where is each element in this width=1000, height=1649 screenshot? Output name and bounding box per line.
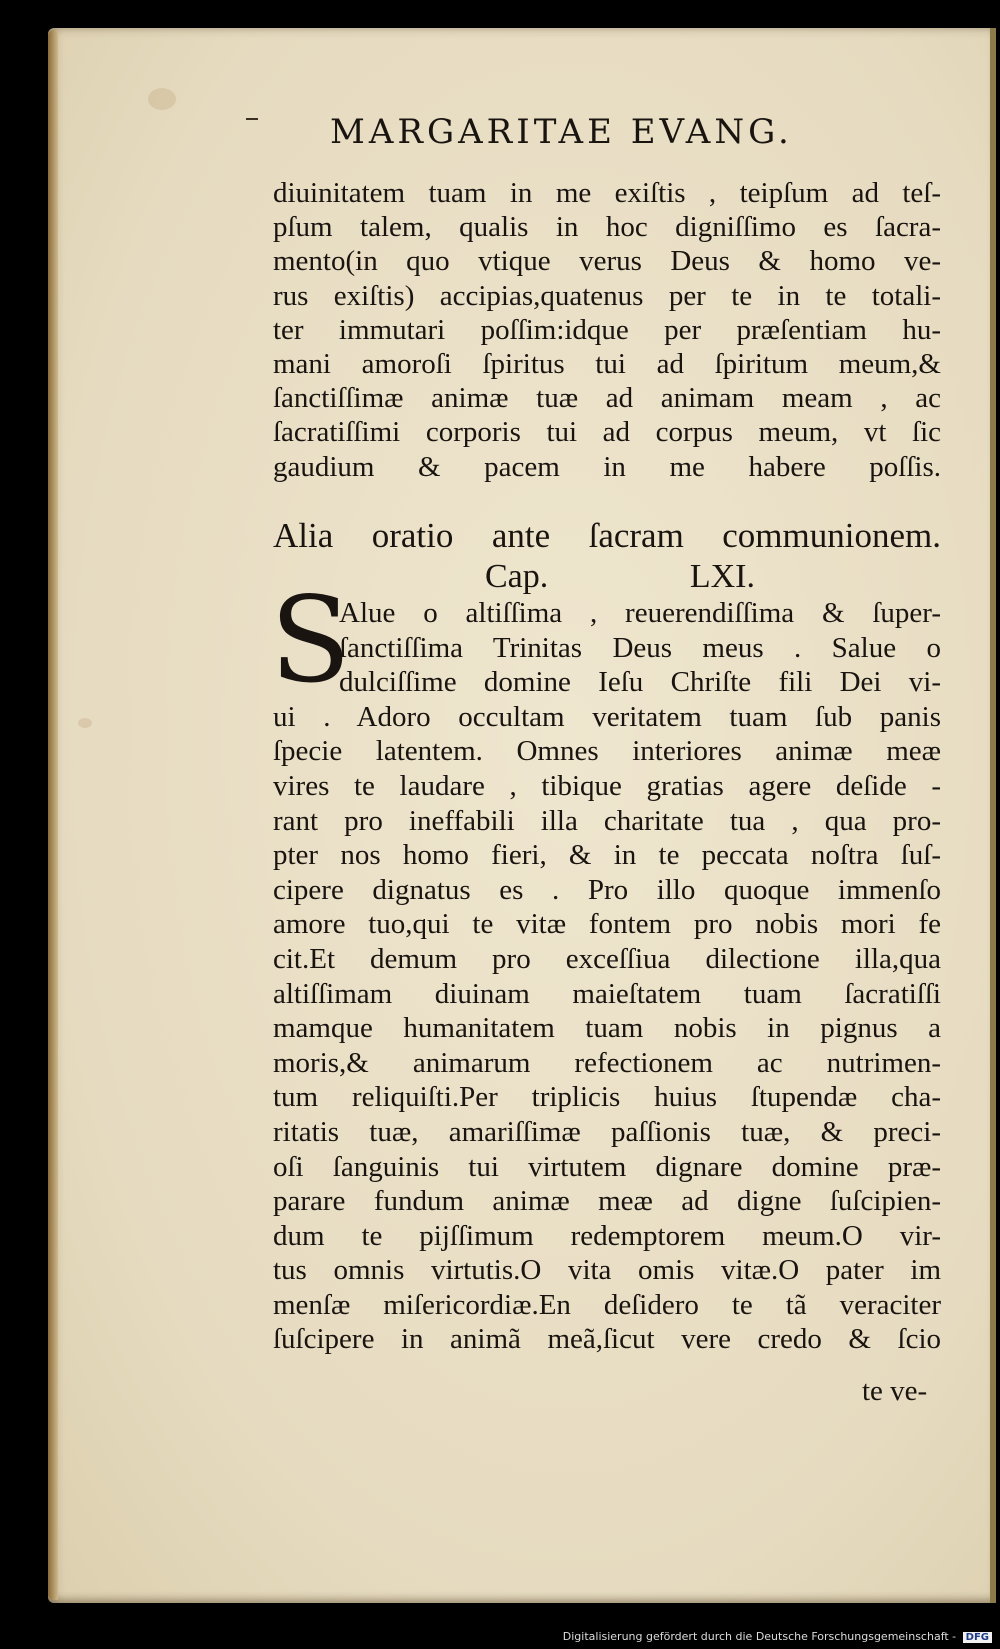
text-line: ter immutari poſſim:idque per præſentiam hu- (273, 313, 941, 346)
text-line: rant pro ineffabili illa charitate tua , qua pro- (273, 804, 941, 837)
page-binding-edge (48, 30, 58, 1600)
text-line: ſuſcipere in animã meã,ſicut vere credo & ſcio (273, 1323, 941, 1356)
dfg-logo-icon: DFG (963, 1632, 992, 1643)
text-line: dum te pijſſimum redemptorem meum.O vir- (273, 1219, 941, 1252)
catchword: te ve- (862, 1375, 928, 1407)
text-line: ritatis tuæ, amariſſimæ paſſionis tuæ, & preci- (273, 1115, 941, 1148)
chapter-heading (485, 558, 755, 596)
text-line: ſpecie latentem. Omnes interiores animæ meæ (273, 735, 941, 768)
text-line: menſæ miſericordiæ.En deſidero te tã veraciter (273, 1288, 941, 1321)
chapter-number: LXI. (689, 558, 755, 595)
text-line: ui . Adoro occultam veritatem tuam ſub panis (273, 700, 941, 733)
text-line: gaudium & pacem in me habere poſſis. (273, 450, 941, 483)
text-line: pter nos homo fieri, & in te peccata noſtra ſuſ- (273, 839, 941, 872)
prayer-paragraph (273, 596, 941, 1357)
text-line: pſum talem, qualis in hoc digniſſimo es ſacra- (273, 211, 941, 244)
text-line: diuinitatem tuam in me exiſtis , teipſum ad teſ- (273, 177, 941, 209)
paper-stain (148, 88, 176, 110)
text-line: oſi ſanguinis tui virtutem dignare domine præ- (273, 1150, 941, 1183)
text-line: tus omnis virtutis.O vita omis vitæ.O pater im (273, 1254, 941, 1287)
text-line: dulciſſime domine Ieſu Chriſte fili Dei vi- (339, 666, 941, 699)
text-line: vires te laudare , tibique gratias agere deſide - (273, 769, 941, 802)
paper-stain (78, 718, 92, 728)
text-line: Alue o altiſſima , reuerendiſſima & ſuper- (339, 597, 941, 629)
text-line: mani amoroſi ſpiritus tui ad ſpiritum meum,& (273, 347, 941, 380)
section-heading: Alia oratio ante ſacram communionem. (273, 516, 941, 555)
chapter-label: Cap. (485, 558, 549, 595)
text-line: mamque humanitatem tuam nobis in pignus a (273, 1012, 941, 1045)
text-line: rus exiſtis) accipias,quatenus per te in te totali- (273, 279, 941, 312)
intro-paragraph (273, 176, 941, 484)
text-line: amore tuo,qui te vitæ fontem pro nobis mori fe (273, 908, 941, 941)
running-head: MARGARITAE EVANG. (330, 112, 793, 152)
digitization-footer (0, 1630, 992, 1643)
text-line: cit.Et demum pro exceſſiua dilectione illa,qua (273, 942, 941, 975)
text-line: tum reliquiſti.Per triplicis huius ſtupendæ cha- (273, 1081, 941, 1114)
text-line: ſanctiſſima Trinitas Deus meus . Salue o (339, 631, 941, 664)
drop-capital: S (270, 571, 351, 709)
text-line: parare fundum animæ meæ ad digne ſuſcipien- (273, 1185, 941, 1218)
footer-credit: Digitalisierung gefördert durch die Deutsche Forschungsgemeinschaft - (562, 1630, 957, 1643)
text-line: mento(in quo vtique verus Deus & homo ve- (273, 245, 941, 278)
text-line: ſacratiſſimi corporis tui ad corpus meum, vt ſic (273, 416, 941, 449)
page-right-edge (990, 28, 996, 1603)
text-line: ſanctiſſimæ animæ tuæ ad animam meam , ac (273, 382, 941, 415)
text-line: altiſſimam diuinam maieſtatem tuam ſacratiſſi (273, 977, 941, 1010)
text-line: cipere dignatus es . Pro illo quoque immenſo (273, 873, 941, 906)
ink-mark (246, 118, 258, 120)
text-line: moris,& animarum refectionem ac nutrimen- (273, 1046, 941, 1079)
